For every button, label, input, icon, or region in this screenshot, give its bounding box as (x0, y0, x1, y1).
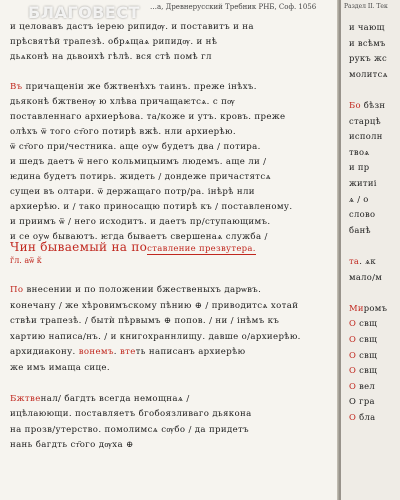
red-initial: О (349, 365, 357, 376)
red-initial: Въ (10, 82, 23, 92)
text-line: ѥдина будетъ потирь. жидеть / дондеже причастятсѧ (10, 172, 271, 182)
section-title-main: Чин бываемый на по (10, 240, 148, 254)
red-initial: По (10, 285, 24, 295)
text-line: Бжтвенал/ багдть всегда немощнаѧ / (10, 393, 190, 404)
right-text-line: ѧ / о (349, 193, 369, 204)
right-text-line: банѣ (349, 224, 371, 235)
tone-mark: г̃л. аѿ к̃ (10, 256, 42, 265)
right-text-line: О свщ (349, 365, 378, 376)
right-text-line: исполн (349, 131, 383, 142)
red-initial: О (349, 334, 357, 344)
watermark-logo: БЛАГОВЕСТ (28, 3, 140, 22)
text-line: хартию написа/нъ. / и книгохраннлищу. давше о/архиерѣю. (10, 331, 301, 342)
right-text-line: молитсѧ (349, 68, 388, 79)
right-text-line: слово (349, 209, 376, 220)
red-rubric: вонемъ (78, 347, 114, 357)
text-line: же имъ имаща сице. (10, 362, 110, 373)
text-line: сущеи въ олтари. ѿ держащаго потр/ра. інѣрѣ нли (10, 187, 255, 197)
right-text-line: Миромъ (349, 302, 388, 313)
section-title (10, 240, 256, 254)
right-text-line: О свщ (349, 318, 378, 329)
section-title-sub: ставление презвутера. (147, 244, 256, 254)
text-line: ствѣи трапезѣ. / бытѝ пѣрвымъ ⊕ попов. / ни / інѣмъ къ (10, 316, 280, 326)
text-line: архидиакону. вонемъ. втеть написанъ архиерѣю (10, 347, 246, 357)
text-line: архиерѣю. и / тако приносащю потирѣ къ / поставленому. (10, 202, 293, 212)
right-text-line: О свщ (349, 349, 378, 360)
right-text-line: житиі (349, 178, 377, 188)
text-line: на прозв/утерство. помолимсѧ сѹбо / да придетъ (10, 424, 249, 435)
red-initial: О (349, 380, 357, 391)
right-text-line: и чающ (349, 22, 385, 32)
right-text-line: рукъ жс (349, 53, 388, 64)
red-initial: Бо (349, 100, 361, 110)
text-line: прѣсвятѣй трапезѣ. обрѧщаѧ рипидѹ. и нѣ (10, 37, 218, 47)
text-line: По внесении и по положении бжественыхъ дарѡвъ. (10, 285, 262, 295)
red-initial: та (349, 256, 360, 266)
text-line: дьѧконѣ на дьвоихѣ гѣлѣ. вся стѣ помѣ гл (10, 52, 212, 62)
right-text-line: та. ѧк (349, 256, 376, 266)
right-page (341, 0, 400, 500)
right-text-line: О бла (349, 412, 376, 422)
text-line: и целовавъ дастъ іерею рипидѹ. и поставитъ и на (10, 22, 254, 32)
red-initial: О (349, 318, 357, 329)
right-text-line: твоѧ (349, 146, 370, 157)
red-initial: О (349, 349, 357, 360)
red-rubric: вте (119, 347, 136, 357)
text-line: и шедъ даетъ ѿ него кольмицыимъ людемъ. аще ли / (10, 157, 267, 167)
right-text-line: старцѣ (349, 115, 381, 126)
text-line: ицѣлаюющи. поставляетъ бгобоязливаго дьякона (10, 409, 252, 419)
text-line: олѣхъ ѿ того ст҃ого потирѣ вжѣ. нли архиерѣю. (10, 127, 236, 137)
right-page-header: Раздел II. Тек (344, 3, 388, 10)
text-line: ѿ ст҃ого при/честника. аще оуѡ будетъ два / потира. (10, 142, 261, 152)
red-initial: О (349, 412, 357, 422)
text-line: Въ причащеніи же бжтвенѣхъ таинъ. преже інѣхъ. (10, 82, 257, 92)
text-line: нань багдть ст҃ого дѹха ⊕ (10, 440, 134, 450)
right-text-line: мало/м (349, 271, 383, 282)
right-text-line: и пр (349, 162, 370, 173)
text-line: и приимъ ѿ / него исходитъ. и даетъ пр/ступающимъ. (10, 217, 271, 227)
page-header: …а, Древнерусский Требник РНБ, Соф. 1056 (150, 3, 317, 11)
red-initial: Бжтве (10, 393, 41, 404)
right-text-line: О свщ (349, 334, 378, 344)
text-line: конечану / же хѣровимъскому пѣнию ⊕ / приводитсѧ хотай (10, 300, 299, 311)
right-text-line: О гра (349, 396, 375, 407)
text-line: поставленнаго архиерѣова. та/коже и утъ. кровъ. преже (10, 112, 286, 122)
right-text-line: Бо бѣзн (349, 100, 386, 110)
red-initial: Ми (349, 302, 364, 313)
text-line: и се оуѡ бываютъ. ѥгда бываетъ свершенаѧ служба / (10, 232, 268, 242)
text-line: дьяконѣ бжтвенѹ ю хлѣва причащаѥтсѧ. с пѹ (10, 97, 236, 107)
right-text-line: О вел (349, 380, 376, 391)
right-text-line: и всѣмъ (349, 37, 386, 48)
